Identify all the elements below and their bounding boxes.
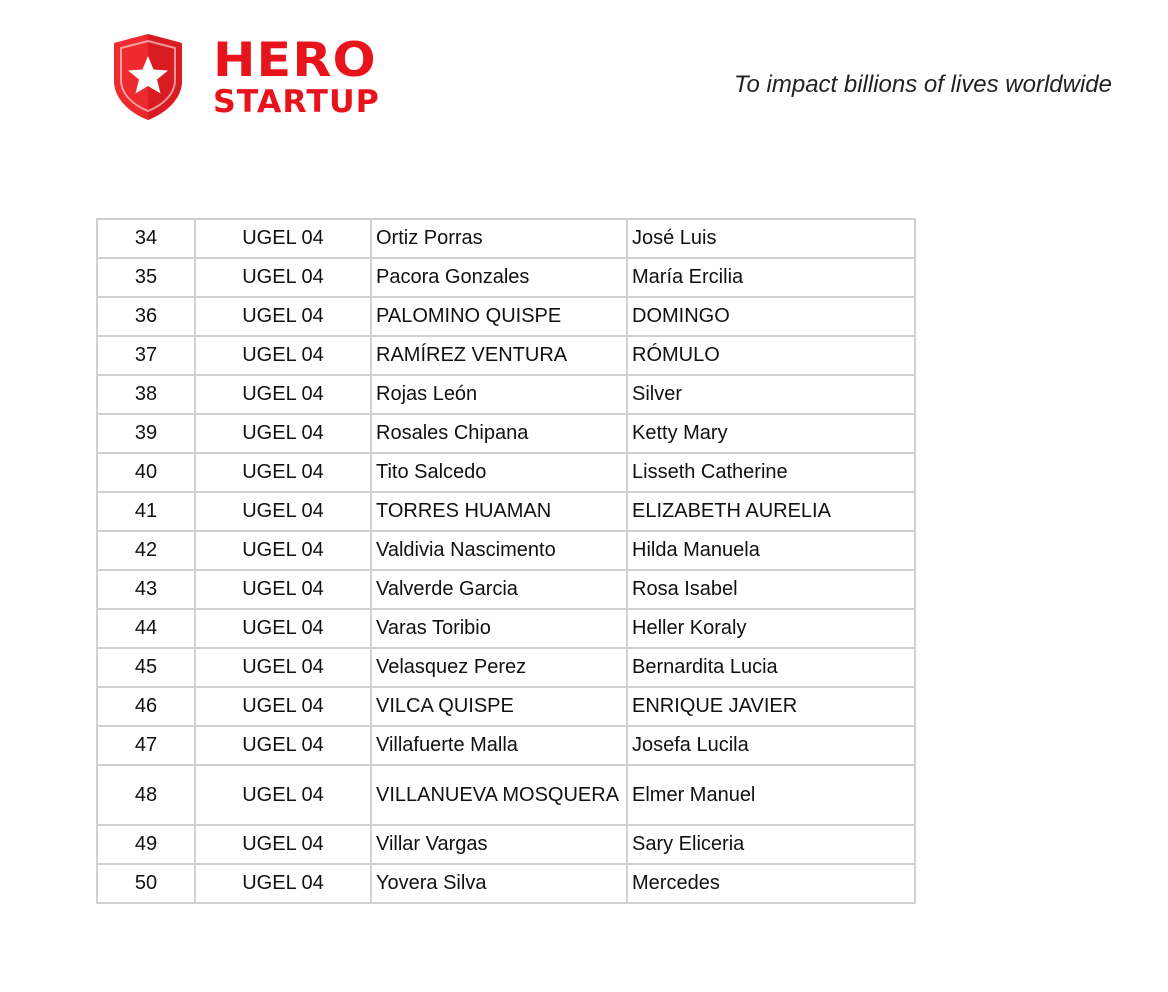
table-row <box>97 864 915 903</box>
table-row <box>97 570 915 609</box>
ugel-cell: UGEL 04 <box>195 414 371 453</box>
table-row <box>97 765 915 825</box>
given-name-cell: Elmer Manuel <box>627 765 915 825</box>
table-row <box>97 219 915 258</box>
surname-cell: Ortiz Porras <box>371 219 627 258</box>
table-row <box>97 531 915 570</box>
given-name-cell: ENRIQUE JAVIER <box>627 687 915 726</box>
number-cell: 45 <box>97 648 195 687</box>
ugel-cell: UGEL 04 <box>195 570 371 609</box>
given-name-cell: Silver <box>627 375 915 414</box>
number-cell: 47 <box>97 726 195 765</box>
number-cell: 39 <box>97 414 195 453</box>
given-name-cell: Josefa Lucila <box>627 726 915 765</box>
number-cell: 49 <box>97 825 195 864</box>
surname-cell: Varas Toribio <box>371 609 627 648</box>
given-name-cell: RÓMULO <box>627 336 915 375</box>
table-row <box>97 297 915 336</box>
number-cell: 37 <box>97 336 195 375</box>
number-cell: 34 <box>97 219 195 258</box>
logo-startup-text: STARTUP <box>213 84 380 120</box>
number-cell: 46 <box>97 687 195 726</box>
surname-cell: TORRES HUAMAN <box>371 492 627 531</box>
given-name-cell: Heller Koraly <box>627 609 915 648</box>
surname-cell: VILCA QUISPE <box>371 687 627 726</box>
number-cell: 35 <box>97 258 195 297</box>
given-name-cell: Bernardita Lucia <box>627 648 915 687</box>
number-cell: 43 <box>97 570 195 609</box>
number-cell: 40 <box>97 453 195 492</box>
number-cell: 44 <box>97 609 195 648</box>
hero-startup-logo <box>110 31 390 125</box>
surname-cell: Velasquez Perez <box>371 648 627 687</box>
surname-cell: Villar Vargas <box>371 825 627 864</box>
logo-wordmark <box>213 33 380 120</box>
ugel-cell: UGEL 04 <box>195 297 371 336</box>
ugel-cell: UGEL 04 <box>195 453 371 492</box>
table-row <box>97 492 915 531</box>
given-name-cell: Ketty Mary <box>627 414 915 453</box>
given-name-cell: Rosa Isabel <box>627 570 915 609</box>
table-row <box>97 258 915 297</box>
table-row <box>97 687 915 726</box>
given-name-cell: Sary Eliceria <box>627 825 915 864</box>
surname-cell: Rosales Chipana <box>371 414 627 453</box>
ugel-cell: UGEL 04 <box>195 765 371 825</box>
ugel-cell: UGEL 04 <box>195 648 371 687</box>
ugel-cell: UGEL 04 <box>195 258 371 297</box>
tagline: To impact billions of lives worldwide <box>734 71 1112 98</box>
given-name-cell: DOMINGO <box>627 297 915 336</box>
ugel-cell: UGEL 04 <box>195 825 371 864</box>
surname-cell: Valverde Garcia <box>371 570 627 609</box>
surname-cell: Tito Salcedo <box>371 453 627 492</box>
ugel-cell: UGEL 04 <box>195 531 371 570</box>
number-cell: 42 <box>97 531 195 570</box>
given-name-cell: Hilda Manuela <box>627 531 915 570</box>
surname-cell: VILLANUEVA MOSQUERA <box>371 765 627 825</box>
ugel-cell: UGEL 04 <box>195 219 371 258</box>
ugel-cell: UGEL 04 <box>195 726 371 765</box>
surname-cell: PALOMINO QUISPE <box>371 297 627 336</box>
number-cell: 48 <box>97 765 195 825</box>
given-name-cell: ELIZABETH AURELIA <box>627 492 915 531</box>
ugel-cell: UGEL 04 <box>195 609 371 648</box>
ugel-cell: UGEL 04 <box>195 492 371 531</box>
table-row <box>97 414 915 453</box>
surname-cell: Yovera Silva <box>371 864 627 903</box>
number-cell: 41 <box>97 492 195 531</box>
table-row <box>97 375 915 414</box>
given-name-cell: José Luis <box>627 219 915 258</box>
table-row <box>97 726 915 765</box>
table-row <box>97 825 915 864</box>
ugel-cell: UGEL 04 <box>195 687 371 726</box>
surname-cell: RAMÍREZ VENTURA <box>371 336 627 375</box>
table-row <box>97 453 915 492</box>
participants-table <box>96 218 916 904</box>
table-row <box>97 336 915 375</box>
star-shield-icon <box>110 31 186 123</box>
number-cell: 50 <box>97 864 195 903</box>
surname-cell: Pacora Gonzales <box>371 258 627 297</box>
participants-table-body <box>97 219 915 903</box>
table-row <box>97 609 915 648</box>
given-name-cell: Lisseth Catherine <box>627 453 915 492</box>
logo-hero-text: HERO <box>213 33 377 88</box>
surname-cell: Valdivia Nascimento <box>371 531 627 570</box>
surname-cell: Rojas León <box>371 375 627 414</box>
ugel-cell: UGEL 04 <box>195 864 371 903</box>
given-name-cell: Mercedes <box>627 864 915 903</box>
number-cell: 36 <box>97 297 195 336</box>
table-row <box>97 648 915 687</box>
number-cell: 38 <box>97 375 195 414</box>
ugel-cell: UGEL 04 <box>195 336 371 375</box>
ugel-cell: UGEL 04 <box>195 375 371 414</box>
given-name-cell: María Ercilia <box>627 258 915 297</box>
surname-cell: Villafuerte Malla <box>371 726 627 765</box>
